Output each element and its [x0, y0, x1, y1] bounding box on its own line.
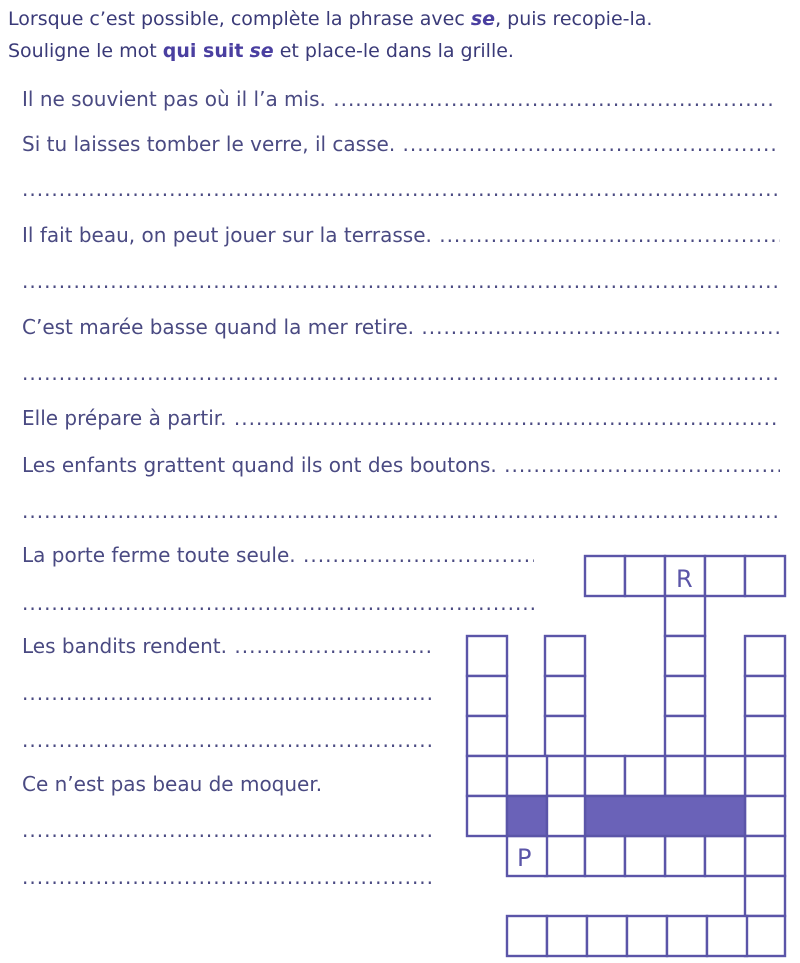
instruction-se: se — [249, 40, 274, 62]
grid-cell[interactable] — [745, 876, 785, 916]
grid-cell[interactable] — [467, 716, 507, 756]
grid-cell[interactable] — [625, 756, 665, 796]
grid-letter-p: P — [517, 844, 532, 872]
sentence-3: Il fait beau, on peut jouer sur la terrasse. — [22, 223, 432, 247]
answer-line[interactable] — [22, 176, 780, 202]
answer-line[interactable] — [22, 680, 432, 706]
grid-cell[interactable] — [507, 916, 547, 956]
sentence-4: C’est marée basse quand la mer retire. — [22, 315, 415, 339]
sentence-2-line — [22, 131, 776, 157]
instruction-line-2 — [8, 39, 514, 63]
grid-letter-r: R — [676, 565, 693, 593]
grid-cell[interactable] — [745, 636, 785, 676]
grid-shaded-block — [507, 796, 547, 836]
sentence-2: Si tu laisses tomber le verre, il casse. — [22, 132, 396, 156]
answer-line[interactable] — [22, 498, 780, 524]
sentence-7: La porte ferme toute seule. — [22, 543, 296, 567]
sentence-5-line — [22, 405, 780, 431]
answer-line[interactable] — [22, 268, 780, 294]
grid-cell[interactable] — [585, 836, 625, 876]
grid-cell[interactable] — [507, 836, 547, 876]
grid-cell[interactable] — [547, 796, 585, 836]
grid-cell[interactable] — [507, 756, 547, 796]
grid-cell[interactable] — [667, 916, 707, 956]
sentence-4-line — [22, 314, 780, 340]
grid-cell[interactable] — [705, 756, 745, 796]
sentence-3-line — [22, 222, 780, 248]
answer-line[interactable] — [22, 864, 432, 890]
instruction-text: , puis recopie-la. — [495, 8, 653, 30]
sentence-5: Elle prépare à partir. — [22, 406, 227, 430]
grid-cell[interactable] — [545, 756, 585, 796]
answer-line[interactable] — [22, 817, 432, 843]
instruction-line-1 — [8, 7, 652, 31]
grid-cell[interactable] — [745, 716, 785, 756]
grid-cell[interactable] — [745, 836, 785, 876]
sentence-6-line — [22, 452, 780, 478]
grid-cell[interactable] — [665, 556, 705, 596]
instruction-text: Souligne le mot — [8, 40, 163, 62]
grid-cell[interactable] — [545, 716, 585, 756]
grid-cell[interactable] — [745, 796, 785, 836]
grid-cell[interactable] — [665, 716, 705, 756]
sentence-9: Ce n’est pas beau de moquer. — [22, 772, 323, 796]
sentence-1: Il ne souvient pas où il l’a mis. — [22, 87, 326, 111]
grid-cell[interactable] — [665, 796, 705, 836]
grid-cell[interactable] — [665, 636, 705, 676]
instruction-text: Lorsque c’est possible, complète la phrase avec — [8, 8, 471, 30]
sentence-7-line — [22, 542, 534, 568]
grid-cell[interactable] — [545, 636, 585, 676]
grid-cell[interactable] — [665, 676, 705, 716]
answer-line[interactable] — [22, 360, 780, 386]
grid-cell[interactable] — [467, 756, 507, 796]
grid-cell[interactable] — [467, 636, 507, 676]
grid-cell[interactable] — [585, 756, 625, 796]
grid-cell[interactable] — [665, 596, 705, 636]
answer-line[interactable] — [22, 590, 538, 616]
grid-cell[interactable] — [745, 556, 785, 596]
grid-cell[interactable] — [587, 916, 627, 956]
grid-cell[interactable] — [547, 916, 587, 956]
grid-cell[interactable] — [625, 836, 665, 876]
grid-cell[interactable] — [705, 556, 745, 596]
instruction-se: se — [470, 8, 496, 30]
grid-cell[interactable] — [745, 676, 785, 716]
grid-cell[interactable] — [705, 836, 745, 876]
sentence-6: Les enfants grattent quand ils ont des boutons. — [22, 453, 497, 477]
sentence-8-line — [22, 633, 430, 659]
grid-cell[interactable] — [745, 916, 785, 956]
grid-cell[interactable] — [467, 676, 507, 716]
grid-cell[interactable] — [545, 836, 585, 876]
grid-cell[interactable] — [745, 756, 785, 796]
grid-cell[interactable] — [585, 556, 625, 596]
grid-cell[interactable] — [627, 916, 667, 956]
sentence-1-line — [22, 86, 776, 112]
grid-cell[interactable] — [625, 556, 665, 596]
grid-cell[interactable] — [545, 676, 585, 716]
grid-cell[interactable] — [467, 796, 507, 836]
instruction-text: et place-le dans la grille. — [273, 40, 514, 62]
answer-line[interactable] — [22, 727, 432, 753]
sentence-8: Les bandits rendent. — [22, 634, 228, 658]
grid-cell[interactable] — [665, 756, 705, 796]
instruction-bold: qui suit — [162, 40, 244, 62]
grid-cell[interactable] — [665, 836, 705, 876]
sentence-9-line — [22, 771, 432, 797]
grid-cell[interactable] — [707, 916, 747, 956]
